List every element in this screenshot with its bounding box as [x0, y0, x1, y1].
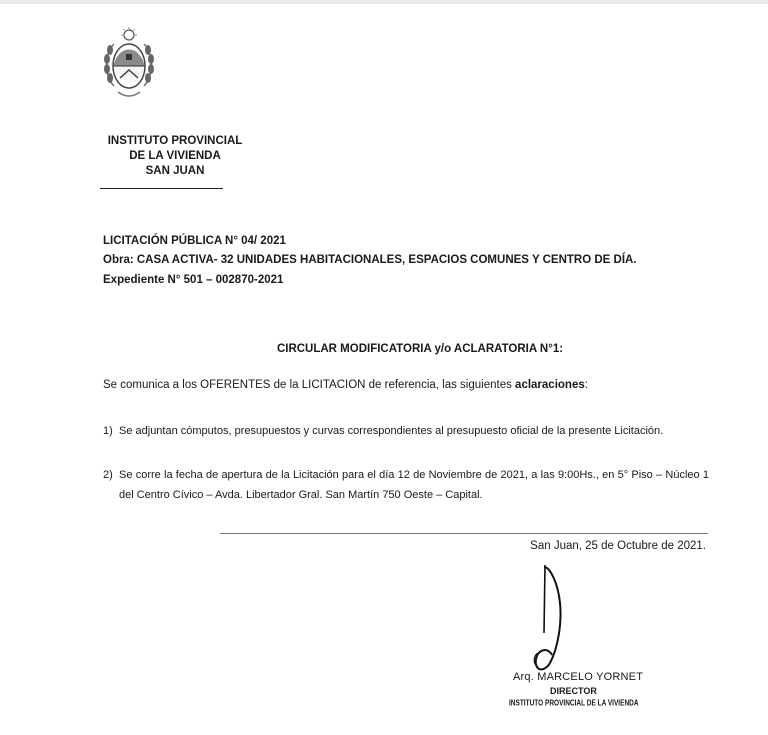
- intro-end: :: [584, 379, 588, 391]
- intro-text: Se comunica a los OFERENTES de la LICITACION de referencia, las siguientes: [103, 379, 516, 391]
- list-item: [103, 421, 709, 441]
- institution-line-1: INSTITUTO PROVINCIAL: [107, 135, 243, 147]
- expediente-number: Expediente N° 501 – 002870-2021: [103, 274, 284, 286]
- institution-underline: [100, 188, 223, 189]
- provincial-seal-icon: [100, 26, 158, 104]
- list-item-number: 2): [103, 469, 113, 481]
- intro-bold: aclaraciones: [515, 379, 585, 391]
- intro-paragraph: [103, 379, 588, 391]
- institution-line-3: SAN JUAN: [145, 165, 205, 177]
- divider: [220, 533, 708, 534]
- signer-organization: INSTITUTO PROVINCIAL DE LA VIVIENDA: [509, 699, 639, 709]
- institution-line-2: DE LA VIVIENDA: [129, 150, 221, 162]
- handwritten-signature: [520, 563, 590, 673]
- obra-title: Obra: CASA ACTIVA- 32 UNIDADES HABITACIONALES, ESPACIOS COMUNES Y CENTRO DE DÍA.: [103, 254, 637, 266]
- list-item-text: Se corre la fecha de apertura de la Licitación para el día 12 de Noviembre de 2021, a las 9:00Hs., en 5° Piso – Núcleo 1 del Centro Cívico – Avda. Libertador Gral. San Martín 750 Oeste – Capital.: [119, 469, 709, 501]
- list-item-text: Se adjuntan cómputos, presupuestos y curvas correspondientes al presupuesto oficial de la presente Licitación.: [119, 425, 664, 437]
- licitacion-number: LICITACIÓN PÚBLICA N° 04/ 2021: [103, 235, 286, 247]
- signer-title: DIRECTOR: [550, 686, 597, 696]
- place-date: San Juan, 25 de Octubre de 2021.: [530, 540, 706, 552]
- circular-title: CIRCULAR MODIFICATORIA y/o ACLARATORIA N°1:: [276, 343, 564, 355]
- list-item-number: 1): [103, 425, 113, 437]
- list-item: [103, 465, 709, 505]
- institution-block: [100, 134, 250, 179]
- signer-name: Arq. MARCELO YORNET: [513, 671, 644, 683]
